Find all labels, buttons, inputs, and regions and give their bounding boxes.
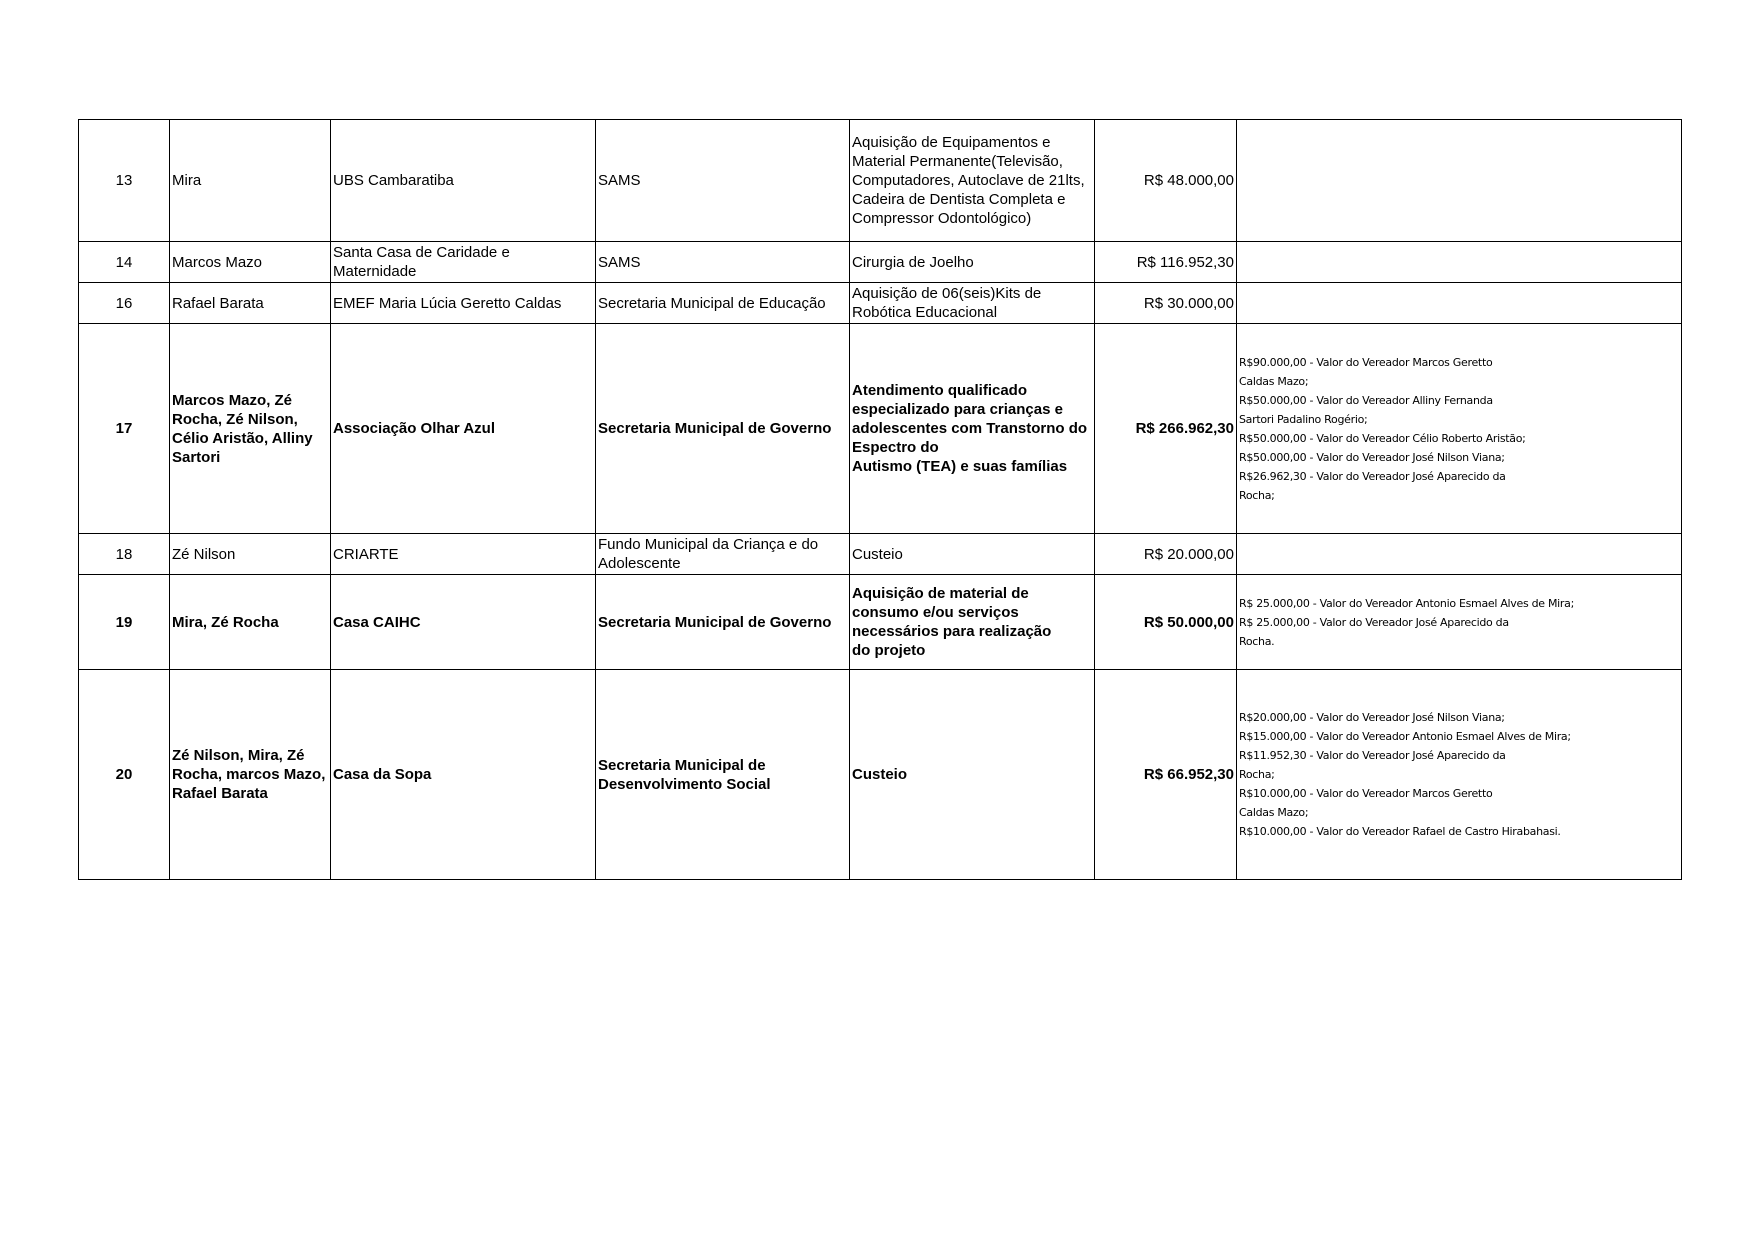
- cell-line: Aquisição de material de: [852, 585, 1029, 602]
- value-cell: R$ 20.000,00: [1095, 534, 1237, 575]
- cell-line: Marcos Mazo, Zé: [172, 391, 293, 409]
- table-row: [79, 670, 1682, 880]
- agency-cell: [596, 670, 850, 880]
- object-cell: [850, 575, 1095, 670]
- notes-cell: [1237, 575, 1682, 670]
- cell-line: Rocha, marcos Mazo,: [172, 766, 326, 783]
- row-number: 17: [79, 324, 170, 534]
- cell-line: Custeio: [852, 545, 903, 563]
- cell-line: Marcos Mazo: [172, 253, 263, 271]
- cell-line: Computadores, Autoclave de 21lts,: [852, 172, 1085, 189]
- cell-line: Compressor Odontológico): [852, 210, 1032, 227]
- note-line: R$15.000,00 - Valor do Vereador Antonio Esmael Alves de Mira;: [1239, 730, 1571, 743]
- value-cell: R$ 30.000,00: [1095, 283, 1237, 324]
- note-line: R$50.000,00 - Valor do Vereador Alliny Fernanda: [1239, 393, 1493, 407]
- note-line: R$10.000,00 - Valor do Vereador Marcos Geretto: [1239, 787, 1493, 800]
- cell-line: Mira, Zé Rocha: [172, 613, 279, 631]
- note-line: Caldas Mazo;: [1239, 374, 1309, 388]
- cell-line: do projeto: [852, 642, 926, 659]
- table-row: [79, 242, 1682, 283]
- cell-line: Rafael Barata: [172, 294, 264, 312]
- cell-line: Maternidade: [333, 263, 417, 280]
- note-line: Rocha.: [1239, 634, 1275, 648]
- cell-line: Robótica Educacional: [852, 304, 998, 321]
- agency-cell: [596, 120, 850, 242]
- object-cell: [850, 120, 1095, 242]
- agency-cell: [596, 283, 850, 324]
- beneficiary-cell: [331, 120, 596, 242]
- agency-cell: [596, 534, 850, 575]
- cell-line: Aquisição de 06(seis)Kits de: [852, 285, 1042, 302]
- note-line: Rocha;: [1239, 768, 1275, 781]
- notes-cell: [1237, 283, 1682, 324]
- beneficiary-cell: [331, 534, 596, 575]
- beneficiary-cell: [331, 283, 596, 324]
- note-line: R$11.952,30 - Valor do Vereador José Aparecido da: [1239, 749, 1506, 762]
- cell-line: Casa CAIHC: [333, 613, 421, 631]
- note-line: R$26.962,30 - Valor do Vereador José Aparecido da: [1239, 469, 1506, 483]
- object-cell: [850, 534, 1095, 575]
- value-cell: R$ 50.000,00: [1095, 575, 1237, 670]
- note-line: R$50.000,00 - Valor do Vereador Célio Roberto Aristão;: [1239, 431, 1526, 445]
- cell-line: Casa da Sopa: [333, 766, 432, 783]
- cell-line: consumo e/ou serviços: [852, 604, 1019, 621]
- note-line: R$20.000,00 - Valor do Vereador José Nilson Viana;: [1239, 711, 1505, 724]
- table-row: [79, 324, 1682, 534]
- notes-cell: [1237, 670, 1682, 880]
- cell-line: Rafael Barata: [172, 785, 268, 802]
- cell-line: Zé Nilson: [172, 545, 236, 563]
- note-line: R$ 25.000,00 - Valor do Vereador Antonio Esmael Alves de Mira;: [1239, 596, 1574, 610]
- cell-line: adolescentes com Transtorno do: [852, 420, 1088, 437]
- note-line: R$10.000,00 - Valor do Vereador Rafael de Castro Hirabahasi.: [1239, 825, 1561, 838]
- cell-line: CRIARTE: [333, 545, 399, 563]
- cell-line: Material Permanente(Televisão,: [852, 153, 1063, 170]
- cell-line: Fundo Municipal da Criança e do: [598, 536, 819, 553]
- beneficiary-cell: [331, 575, 596, 670]
- amendments-table: [78, 119, 1682, 880]
- cell-line: Associação Olhar Azul: [333, 420, 495, 437]
- cell-line: Rocha, Zé Nilson,: [172, 410, 298, 428]
- object-cell: [850, 324, 1095, 534]
- note-line: R$ 25.000,00 - Valor do Vereador José Aparecido da: [1239, 615, 1509, 629]
- cell-line: Sartori: [172, 448, 221, 466]
- row-number: 14: [79, 242, 170, 283]
- note-line: R$50.000,00 - Valor do Vereador José Nilson Viana;: [1239, 450, 1505, 464]
- value-cell: R$ 116.952,30: [1095, 242, 1237, 283]
- agency-cell: [596, 575, 850, 670]
- cell-line: Zé Nilson, Mira, Zé: [172, 747, 305, 764]
- cell-line: Adolescente: [598, 555, 681, 572]
- row-number: 20: [79, 670, 170, 880]
- cell-line: Santa Casa de Caridade e: [333, 244, 510, 261]
- table-body: [79, 120, 1682, 880]
- author-cell: [170, 283, 331, 324]
- notes-cell: [1237, 534, 1682, 575]
- table-row: [79, 575, 1682, 670]
- author-cell: [170, 575, 331, 670]
- author-cell: [170, 120, 331, 242]
- object-cell: [850, 670, 1095, 880]
- object-cell: [850, 283, 1095, 324]
- note-line: R$90.000,00 - Valor do Vereador Marcos Geretto: [1239, 355, 1493, 369]
- table-row: [79, 283, 1682, 324]
- cell-line: UBS Cambaratiba: [333, 172, 454, 189]
- agency-cell: [596, 242, 850, 283]
- beneficiary-cell: [331, 242, 596, 283]
- cell-line: especializado para crianças e: [852, 401, 1063, 418]
- beneficiary-cell: [331, 670, 596, 880]
- cell-line: Espectro do: [852, 439, 939, 456]
- note-line: Sartori Padalino Rogério;: [1239, 412, 1368, 426]
- row-number: 13: [79, 120, 170, 242]
- author-cell: [170, 670, 331, 880]
- cell-line: EMEF Maria Lúcia Geretto Caldas: [333, 294, 562, 312]
- cell-line: Cadeira de Dentista Completa e: [852, 191, 1066, 208]
- author-cell: [170, 242, 331, 283]
- table-row: [79, 534, 1682, 575]
- cell-line: Secretaria Municipal de Governo: [598, 420, 832, 437]
- value-cell: R$ 66.952,30: [1095, 670, 1237, 880]
- beneficiary-cell: [331, 324, 596, 534]
- cell-line: Cirurgia de Joelho: [852, 253, 974, 271]
- cell-line: Custeio: [852, 766, 908, 783]
- cell-line: Secretaria Municipal de Governo: [598, 613, 832, 631]
- notes-cell: [1237, 324, 1682, 534]
- cell-line: Secretaria Municipal de Educação: [598, 294, 826, 312]
- cell-line: Desenvolvimento Social: [598, 775, 771, 793]
- cell-line: Secretaria Municipal de: [598, 756, 766, 774]
- author-cell: [170, 324, 331, 534]
- row-number: 16: [79, 283, 170, 324]
- note-line: Rocha;: [1239, 488, 1275, 502]
- cell-line: Autismo (TEA) e suas famílias: [852, 458, 1068, 475]
- value-cell: R$ 48.000,00: [1095, 120, 1237, 242]
- cell-line: Célio Aristão, Alliny: [172, 429, 313, 447]
- notes-cell: [1237, 242, 1682, 283]
- cell-line: Mira: [172, 172, 202, 189]
- cell-line: SAMS: [598, 172, 641, 189]
- table-row: [79, 120, 1682, 242]
- cell-line: Aquisição de Equipamentos e: [852, 134, 1051, 151]
- row-number: 19: [79, 575, 170, 670]
- cell-line: necessários para realização: [852, 623, 1052, 640]
- object-cell: [850, 242, 1095, 283]
- cell-line: SAMS: [598, 253, 641, 271]
- notes-cell: [1237, 120, 1682, 242]
- note-line: Caldas Mazo;: [1239, 806, 1309, 819]
- row-number: 18: [79, 534, 170, 575]
- author-cell: [170, 534, 331, 575]
- agency-cell: [596, 324, 850, 534]
- value-cell: R$ 266.962,30: [1095, 324, 1237, 534]
- cell-line: Atendimento qualificado: [852, 382, 1028, 399]
